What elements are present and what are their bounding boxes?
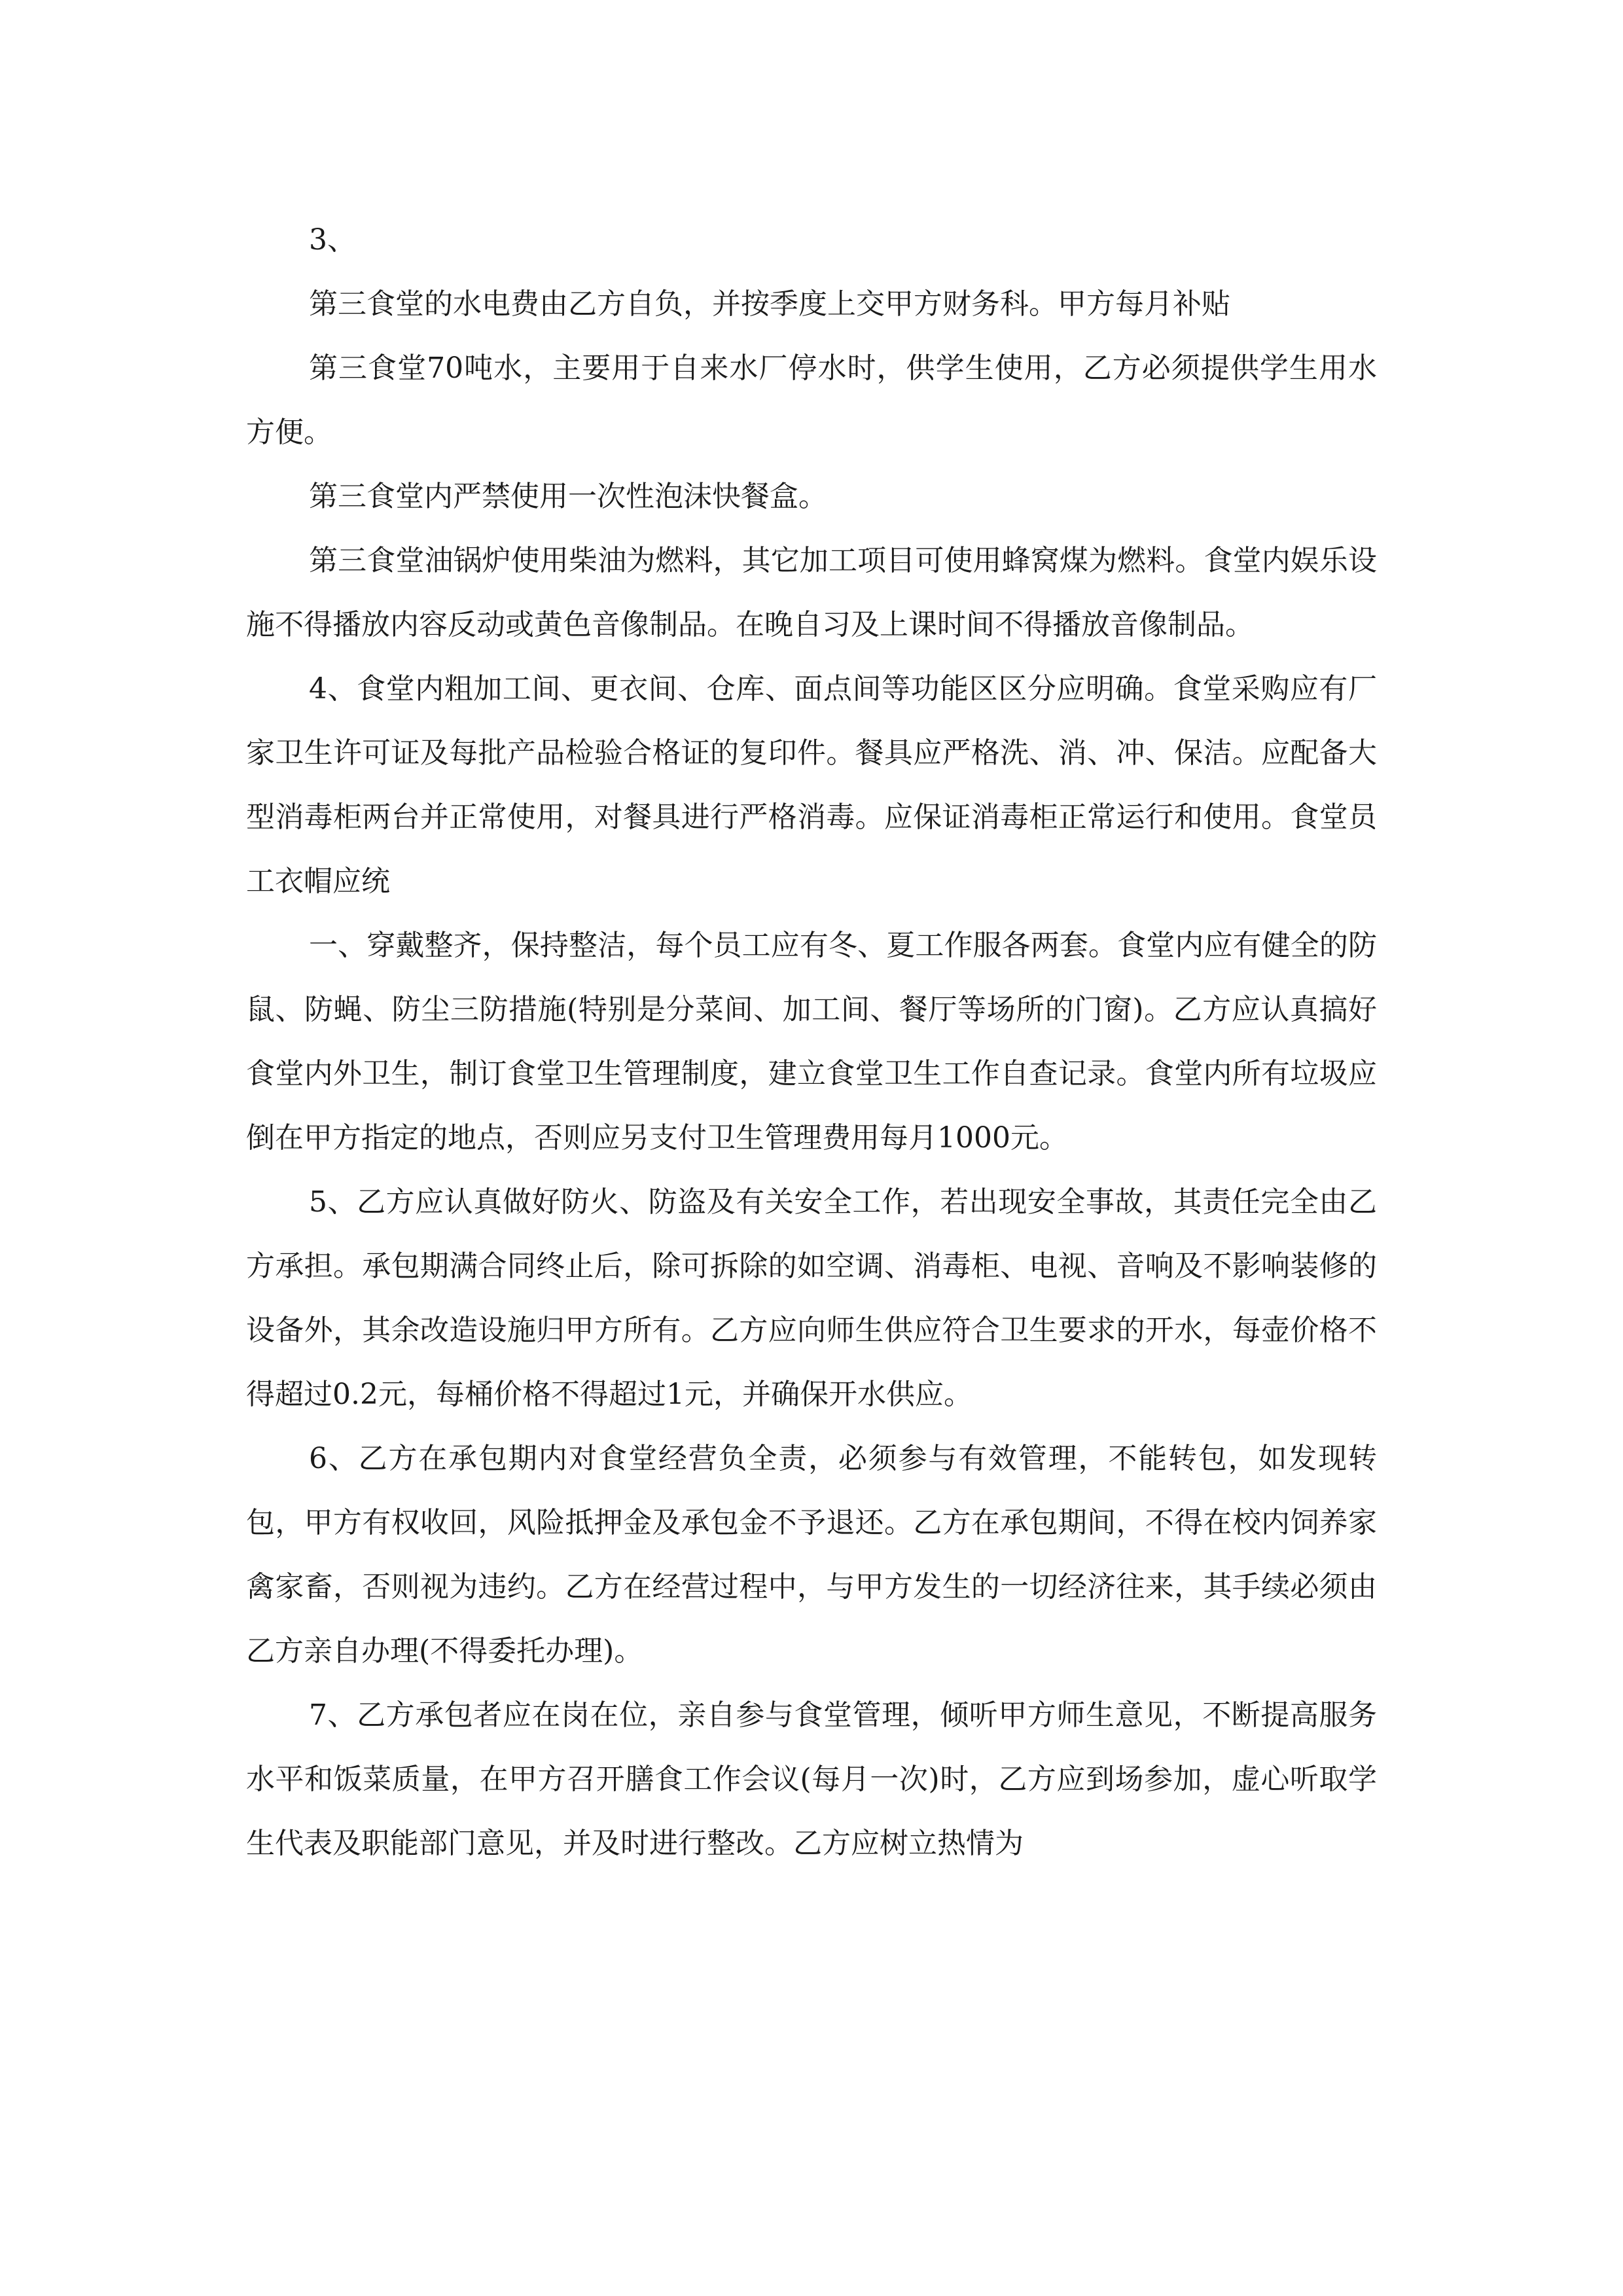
paragraph-9: 6、乙方在承包期内对食堂经营负全责，必须参与有效管理，不能转包，如发现转包，甲方有权收回，风险抵押金及承包金不予退还。乙方在承包期间，不得在校内饲养家禽家畜，否则视为违约。乙方在经营过程中，与甲方发生的一切经济往来，其手续必须由乙方亲自办理(不得委托办理)。 bbox=[246, 1442, 1377, 1668]
paragraph-8: 5、乙方应认真做好防火、防盗及有关安全工作，若出现安全事故，其责任完全由乙方承担。承包期满合同终止后，除可拆除的如空调、消毒柜、电视、音响及不影响装修的设备外，其余改造设施归甲方所有。乙方应向师生供应符合卫生要求的开水，每壶价格不得超过0.2元，每桶价格不得超过1元，并确保开水供应。 bbox=[246, 1185, 1377, 1411]
paragraph-4: 第三食堂内严禁使用一次性泡沫快餐盒。 bbox=[309, 480, 827, 513]
paragraph-2: 第三食堂的水电费由乙方自负，并按季度上交甲方财务科。甲方每月补贴 bbox=[309, 287, 1230, 321]
paragraph-10: 7、乙方承包者应在岗在位，亲自参与食堂管理，倾听甲方师生意见，不断提高服务水平和饭菜质量，在甲方召开膳食工作会议(每月一次)时，乙方应到场参加，虚心听取学生代表及职能部门意见，并及时进行整改。乙方应树立热情为 bbox=[246, 1698, 1377, 1860]
paragraph-3: 第三食堂70吨水，主要用于自来水厂停水时，供学生使用，乙方必须提供学生用水方便。 bbox=[246, 351, 1377, 449]
document-body bbox=[246, 208, 1377, 1876]
paragraph-5: 第三食堂油锅炉使用柴油为燃料，其它加工项目可使用蜂窝煤为燃料。食堂内娱乐设施不得播放内容反动或黄色音像制品。在晚自习及上课时间不得播放音像制品。 bbox=[246, 544, 1377, 641]
paragraph-7: 一、穿戴整齐，保持整洁，每个员工应有冬、夏工作服各两套。食堂内应有健全的防鼠、防蝇、防尘三防措施(特别是分菜间、加工间、餐厅等场所的门窗)。乙方应认真搞好食堂内外卫生，制订食堂卫生管理制度，建立食堂卫生工作自查记录。食堂内所有垃圾应倒在甲方指定的地点，否则应另支付卫生管理费用每月1000元。 bbox=[246, 929, 1377, 1155]
paragraph-6: 4、食堂内粗加工间、更衣间、仓库、面点间等功能区区分应明确。食堂采购应有厂家卫生许可证及每批产品检验合格证的复印件。餐具应严格洗、消、冲、保洁。应配备大型消毒柜两台并正常使用，对餐具进行严格消毒。应保证消毒柜正常运行和使用。食堂员工衣帽应统 bbox=[246, 672, 1377, 898]
paragraph-1: 3、 bbox=[309, 223, 356, 257]
